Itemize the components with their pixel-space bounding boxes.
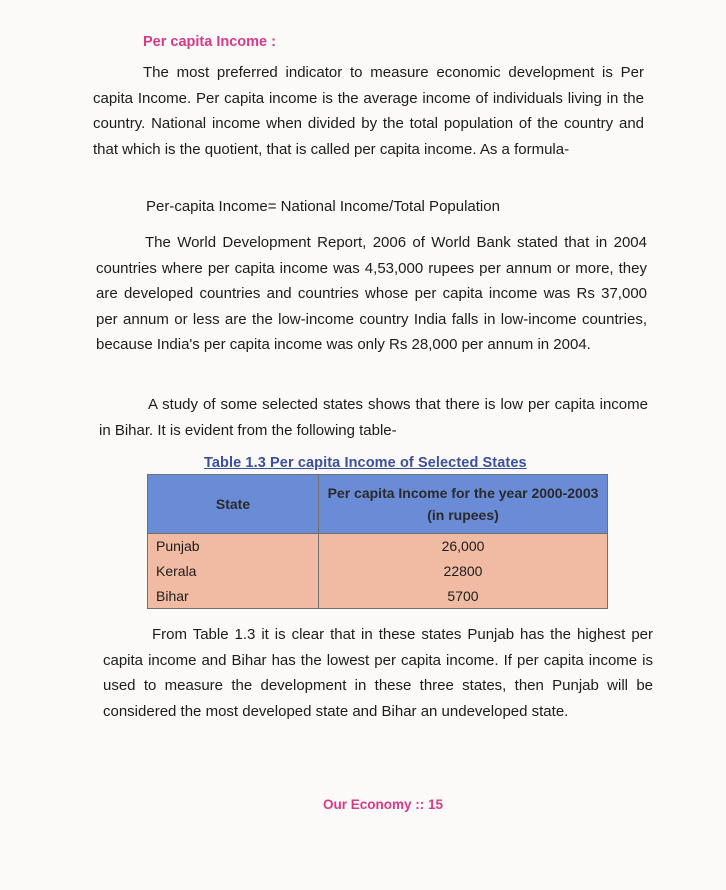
paragraph-bihar-study: A study of some selected states shows that there is low per capita income in Bihar. It is evident from the following table- <box>99 396 648 439</box>
page-footer: Our Economy :: 15 <box>322 797 444 812</box>
state-cell: Bihar <box>148 583 319 608</box>
table-row <box>148 534 608 559</box>
income-cell: 26,000 <box>319 534 608 559</box>
income-cell: 5700 <box>319 583 608 608</box>
table-row <box>148 559 608 584</box>
paragraph-world-bank: The World Development Report, 2006 of World Bank stated that in 2004 countries where per capita income was 4,53,000 rupees per annum or more, they are developed countries and countries whose per capita income was Rs 37,000 per annum or less are the low-income country India falls in low-income countries, because India's per capita income was only Rs 28,000 per annum in 2004. <box>96 234 647 353</box>
table-header-row <box>148 475 608 534</box>
paragraph-conclusion: From Table 1.3 it is clear that in these states Punjab has the highest per capita income and Bihar has the lowest per capita income. If per capita income is used to measure the development in these three states, then Punjab will be considered the most developed state and Bihar an undeveloped state. <box>103 626 653 720</box>
state-cell: Punjab <box>148 534 319 559</box>
section-heading: Per capita Income : <box>143 34 276 50</box>
table-caption: Table 1.3 Per capita Income of Selected States <box>204 455 527 471</box>
table-row <box>148 583 608 608</box>
income-cell: 22800 <box>319 559 608 584</box>
paragraph-definition: The most preferred indicator to measure economic development is Per capita Income. Per capita income is the average income of individuals living in the country. National income when divided by the total population of the country and that which is the quotient, that is called per capita income. As a formula- <box>93 64 644 158</box>
formula-line: Per-capita Income= National Income/Total Population <box>146 198 500 215</box>
state-cell: Kerala <box>148 559 319 584</box>
column-header-state: State <box>148 475 319 534</box>
income-table <box>147 474 608 609</box>
column-header-income: Per capita Income for the year 2000-2003 (in rupees) <box>319 475 608 534</box>
